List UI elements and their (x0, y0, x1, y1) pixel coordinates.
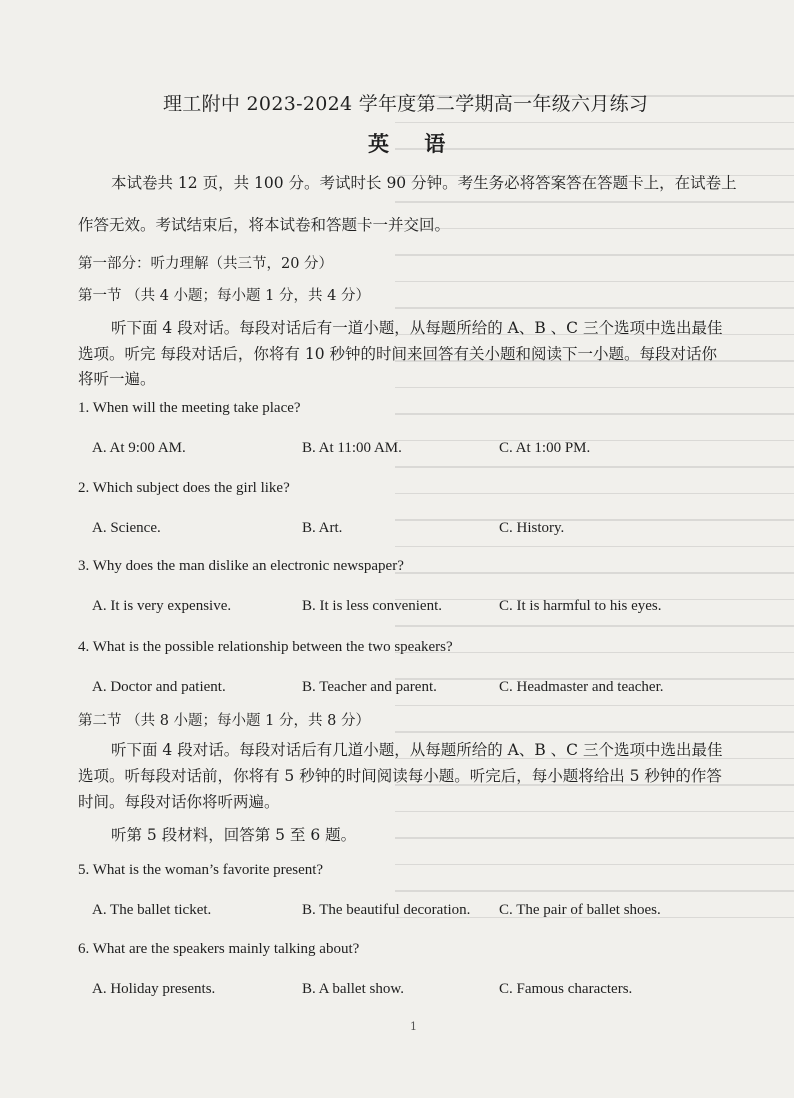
section1-intro-line-2: 选项。听完 每段对话后，你将有 10 秒钟的时间来回答有关小题和阅读下一小题。每段对话你 (78, 345, 718, 363)
section2-intro-line-1: 听下面 4 段对话。每段对话后有几道小题，从每题所给的 A、B 、C 三个选项中选出最佳 (111, 741, 723, 759)
section2-heading: 第二节 （共 8 小题；每小题 1 分，共 8 分） (78, 713, 370, 729)
question-4-option-c: C. Headmaster and teacher. (499, 679, 664, 695)
bleed-through-texture (395, 95, 794, 955)
section2-intro-line-3: 时间。每段对话你将听两遍。 (78, 793, 280, 811)
question-1-option-a: A. At 9:00 AM. (92, 440, 186, 456)
question-3-stem: 3. Why does the man dislike an electronic newspaper? (78, 558, 404, 574)
question-6-option-a: A. Holiday presents. (92, 981, 216, 997)
question-4-option-b: B. Teacher and parent. (302, 679, 437, 695)
question-5-option-c: C. The pair of ballet shoes. (499, 902, 661, 918)
page-number: 1 (410, 1020, 417, 1033)
material-note: 听第 5 段材料，回答第 5 至 6 题。 (111, 826, 357, 844)
section1-intro-line-1: 听下面 4 段对话。每段对话后有一道小题，从每题所给的 A、B 、C 三个选项中选出最佳 (111, 319, 723, 337)
subject-heading: 英 语 (368, 131, 460, 156)
question-2-stem: 2. Which subject does the girl like? (78, 480, 290, 496)
exam-title: 理工附中 2023-2024 学年度第二学期高一年级六月练习 (163, 93, 649, 115)
question-5-option-b: B. The beautiful decoration. (302, 902, 471, 918)
question-2-option-b: B. Art. (302, 520, 343, 536)
question-5-stem: 5. What is the woman’s favorite present? (78, 862, 324, 878)
question-3-option-b: B. It is less convenient. (302, 598, 442, 614)
section1-intro-line-3: 将听一遍。 (78, 370, 156, 388)
question-1-stem: 1. When will the meeting take place? (78, 400, 301, 416)
question-4-option-a: A. Doctor and patient. (92, 679, 226, 695)
question-3-option-a: A. It is very expensive. (92, 598, 232, 614)
question-2-option-c: C. History. (499, 520, 565, 536)
part1-heading: 第一部分：听力理解（共三节，20 分） (78, 256, 334, 272)
question-1-option-b: B. At 11:00 AM. (302, 440, 402, 456)
question-3-option-c: C. It is harmful to his eyes. (499, 598, 662, 614)
question-1-option-c: C. At 1:00 PM. (499, 440, 591, 456)
section2-intro-line-2: 选项。听每段对话前，你将有 5 秒钟的时间阅读每小题。听完后，每小题将给出 5 秒钟的作答 (78, 767, 722, 785)
question-6-option-b: B. A ballet show. (302, 981, 404, 997)
question-4-stem: 4. What is the possible relationship between the two speakers? (78, 639, 453, 655)
instructions-line-2: 作答无效。考试结束后，将本试卷和答题卡一并交回。 (78, 216, 451, 234)
section1-heading: 第一节 （共 4 小题；每小题 1 分，共 4 分） (78, 288, 370, 304)
question-6-option-c: C. Famous characters. (499, 981, 633, 997)
question-2-option-a: A. Science. (92, 520, 161, 536)
instructions-line-1: 本试卷共 12 页，共 100 分。考试时长 90 分钟。考生务必将答案答在答题卡上，在试卷上 (111, 174, 737, 192)
question-5-option-a: A. The ballet ticket. (92, 902, 212, 918)
question-6-stem: 6. What are the speakers mainly talking about? (78, 941, 360, 957)
